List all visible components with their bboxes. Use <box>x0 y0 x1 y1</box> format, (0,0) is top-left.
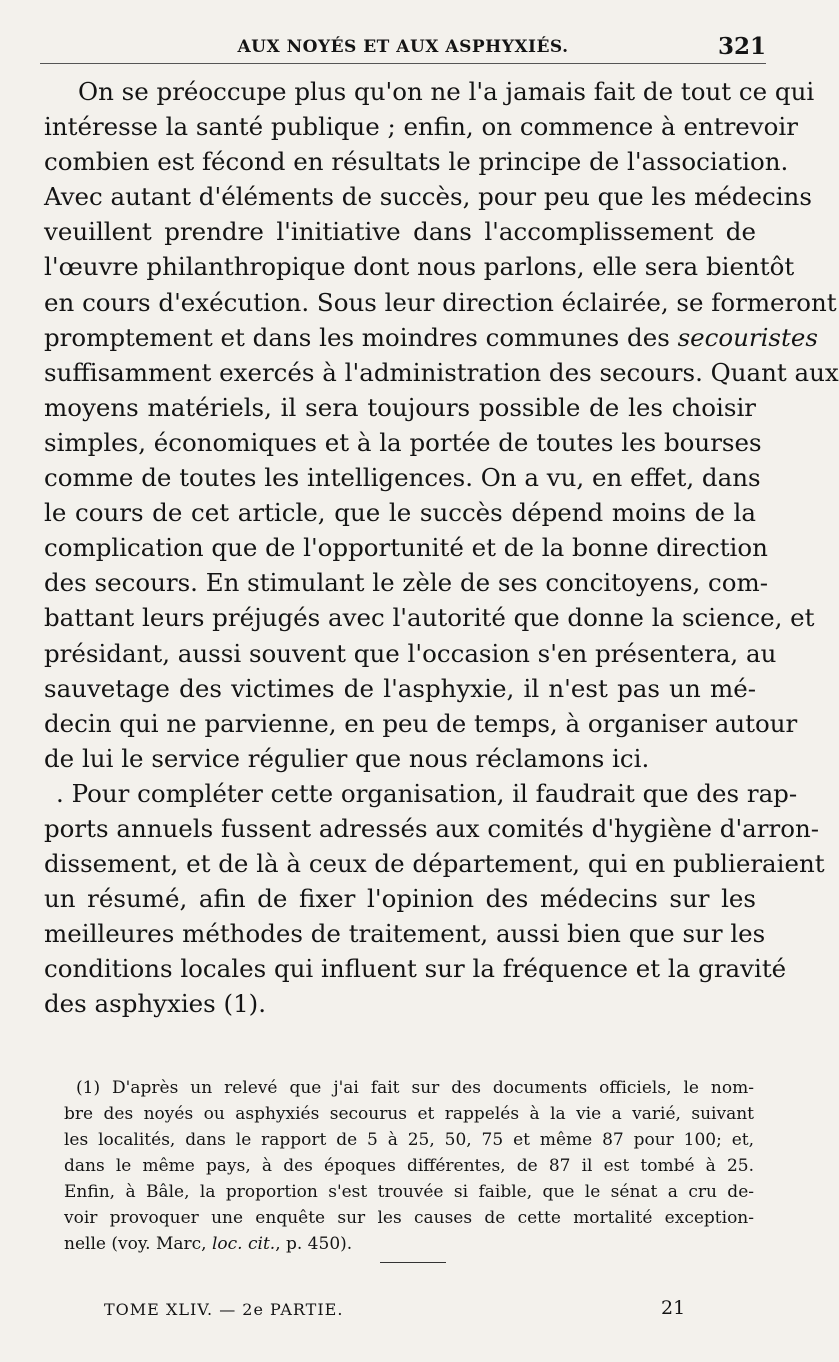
page-number: 321 <box>717 33 766 60</box>
text-line: dissement, et de là à ceux de département, qui en publieraient <box>44 849 825 879</box>
text-line: combien est fécond en résultats le principe de l'association. <box>44 147 789 177</box>
footnote-line: bre des noyés ou asphyxiés secourus et rappelés à la vie a varié, suivant <box>64 1104 754 1124</box>
text-line: des asphyxies (1). <box>44 989 267 1019</box>
text-line: complication que de l'opportunité et de la bonne direction <box>44 533 768 563</box>
text-line: suffisamment exercés à l'administration des secours. Quant aux <box>44 357 839 387</box>
text-line: decin qui ne parvienne, en peu de temps, à organiser autour <box>44 708 798 738</box>
text-line: meilleures méthodes de traitement, aussi bien que sur les <box>44 919 766 949</box>
footnote-line: voir provoquer une enquête sur les causes de cette mortalité exception- <box>64 1208 754 1228</box>
text-line: intéresse la santé publique ; enfin, on commence à entrevoir <box>44 112 798 142</box>
footnote-line: dans le même pays, à des époques différentes, de 87 il est tombé à 25. <box>64 1156 754 1176</box>
text-line: de lui le service régulier que nous réclamons ici. <box>44 743 650 773</box>
text-line: en cours d'exécution. Sous leur direction éclairée, se formeront <box>44 287 837 317</box>
text-line: sauvetage des victimes de l'asphyxie, il n'est pas un mé- <box>44 673 756 703</box>
text-line: veuillent prendre l'initiative dans l'accomplissement de <box>44 217 756 247</box>
text-line: le cours de cet article, que le succès dépend moins de la <box>44 498 756 528</box>
text-line: comme de toutes les intelligences. On a vu, en effet, dans <box>44 463 761 493</box>
text-line: Avec autant d'éléments de succès, pour peu que les médecins <box>44 182 812 212</box>
text-line-with-italic: promptement et dans les moindres communes des secouristes <box>44 322 818 352</box>
text-line: ports annuels fussent adressés aux comités d'hygiène d'arron- <box>44 813 820 843</box>
text-line: On se préoccupe plus qu'on ne l'a jamais fait de tout ce qui <box>78 77 815 106</box>
text-line: moyens matériels, il sera toujours possible de les choisir <box>44 392 756 422</box>
footnote-line: les localités, dans le rapport de 5 à 25, 50, 75 et même 87 pour 100; et, <box>64 1130 754 1150</box>
text-line: . Pour compléter cette organisation, il faudrait que des rap- <box>56 778 798 808</box>
text-line: l'œuvre philanthropique dont nous parlons, elle sera bientôt <box>44 252 795 282</box>
bottom-rule <box>380 1262 446 1263</box>
footnote <box>64 1075 754 1257</box>
text-line: des secours. En stimulant le zèle de ses concitoyens, com- <box>44 568 769 598</box>
text-line: conditions locales qui influent sur la fréquence et la gravité <box>44 954 787 984</box>
footnote-line: (1) D'après un relevé que j'ai fait sur des documents officiels, le nom- <box>76 1078 754 1098</box>
text-line: présidant, aussi souvent que l'occasion s'en présentera, au <box>44 638 777 668</box>
body-text <box>44 74 839 1022</box>
footnote-line-with-italic: nelle (voy. Marc, loc. cit., p. 450). <box>64 1234 353 1254</box>
footnote-line: Enfin, à Bâle, la proportion s'est trouvée si faible, que le sénat a cru de- <box>64 1182 754 1202</box>
signature-number: 21 <box>661 1297 686 1319</box>
running-head <box>40 33 766 64</box>
text-line: un résumé, afin de fixer l'opinion des médecins sur les <box>44 884 756 914</box>
signature-mark: TOME XLIV. — 2e PARTIE. <box>104 1300 344 1319</box>
text-line: simples, économiques et à la portée de toutes les bourses <box>44 427 762 457</box>
text-line: battant leurs préjugés avec l'autorité que donne la science, et <box>44 603 815 633</box>
running-title: AUX NOYÉS ET AUX ASPHYXIÉS. <box>237 37 569 57</box>
